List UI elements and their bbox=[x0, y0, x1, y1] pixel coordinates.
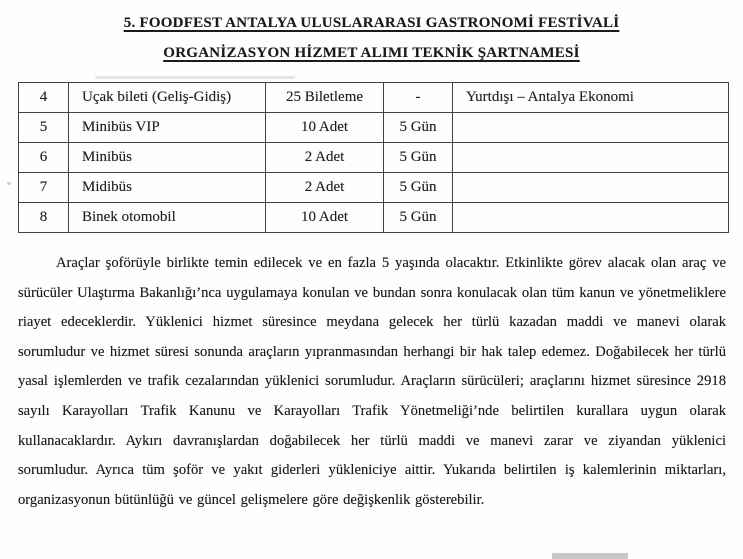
quantity-cell: 10 Adet bbox=[266, 203, 384, 233]
row-number-cell: 4 bbox=[19, 83, 69, 113]
table-row bbox=[19, 113, 729, 143]
table-row bbox=[19, 143, 729, 173]
note-cell bbox=[453, 203, 729, 233]
row-number-cell: 6 bbox=[19, 143, 69, 173]
note-cell bbox=[453, 143, 729, 173]
scan-speck bbox=[7, 182, 11, 185]
row-number-cell: 7 bbox=[19, 173, 69, 203]
title-line-2: ORGANİZASYON HİZMET ALIMI TEKNİK ŞARTNAMESİ bbox=[163, 45, 580, 61]
table-row bbox=[19, 83, 729, 113]
quantity-cell: 2 Adet bbox=[266, 173, 384, 203]
body-paragraph: Araçlar şoförüyle birlikte temin edilecek ve en fazla 5 yaşında olacaktır. Etkinlikte görev alacak olan araç ve sürücüler Ulaştırma Bakanlığı’nca uygulamaya konulan ve bundan sonra konulacak olan tüm kanun ve yönetmeliklere riayet edeceklerdir. Yüklenici hizmet süresince meydana gelecek her türlü kazadan maddi ve manevi olarak sorumludur ve hizmet süresi sonunda araçların yıpranmasından herhangi bir hak talep edemez. Doğabilecek her türlü yasal işlemlerden ve trafik cezalarından yüklenici sorumludur. Araçların sürücüleri; araçlarını hizmet süresince 2918 sayılı Karayolları Trafik Kanunu ve Karayolları Trafik Yönetmeliği’nde belirtilen kurallara uygun olarak kullanacaklardır. Aykırı davranışlardan doğabilecek her türlü maddi ve manevi zarar ve ziyandan yüklenici sorumludur. Ayrıca tüm şoför ve yakıt giderleri yükleniciye aittir. Yukarıda belirtilen iş kalemlerinin miktarları, organizasyonun bütünlüğü ve güncel gelişmelere göre değişkenlik gösterebilir. bbox=[18, 255, 726, 508]
duration-cell: - bbox=[384, 83, 453, 113]
quantity-cell: 2 Adet bbox=[266, 143, 384, 173]
title-line-1: 5. FOODFEST ANTALYA ULUSLARARASI GASTRONOMİ FESTİVALİ bbox=[123, 15, 620, 31]
scan-artifact bbox=[552, 553, 628, 559]
row-number-cell: 8 bbox=[19, 203, 69, 233]
document-title bbox=[0, 0, 743, 68]
item-cell: Minibüs VIP bbox=[69, 113, 266, 143]
scan-smudge bbox=[95, 76, 295, 79]
row-number-cell: 5 bbox=[19, 113, 69, 143]
note-cell bbox=[453, 173, 729, 203]
duration-cell: 5 Gün bbox=[384, 143, 453, 173]
quantity-cell: 10 Adet bbox=[266, 113, 384, 143]
table-row bbox=[19, 203, 729, 233]
item-cell: Binek otomobil bbox=[69, 203, 266, 233]
table-row bbox=[19, 173, 729, 203]
duration-cell: 5 Gün bbox=[384, 173, 453, 203]
duration-cell: 5 Gün bbox=[384, 113, 453, 143]
duration-cell: 5 Gün bbox=[384, 203, 453, 233]
quantity-cell: 25 Biletleme bbox=[266, 83, 384, 113]
item-cell: Uçak bileti (Geliş-Gidiş) bbox=[69, 83, 266, 113]
note-cell: Yurtdışı – Antalya Ekonomi bbox=[453, 83, 729, 113]
item-cell: Midibüs bbox=[69, 173, 266, 203]
service-items-table bbox=[18, 82, 729, 233]
note-cell bbox=[453, 113, 729, 143]
item-cell: Minibüs bbox=[69, 143, 266, 173]
